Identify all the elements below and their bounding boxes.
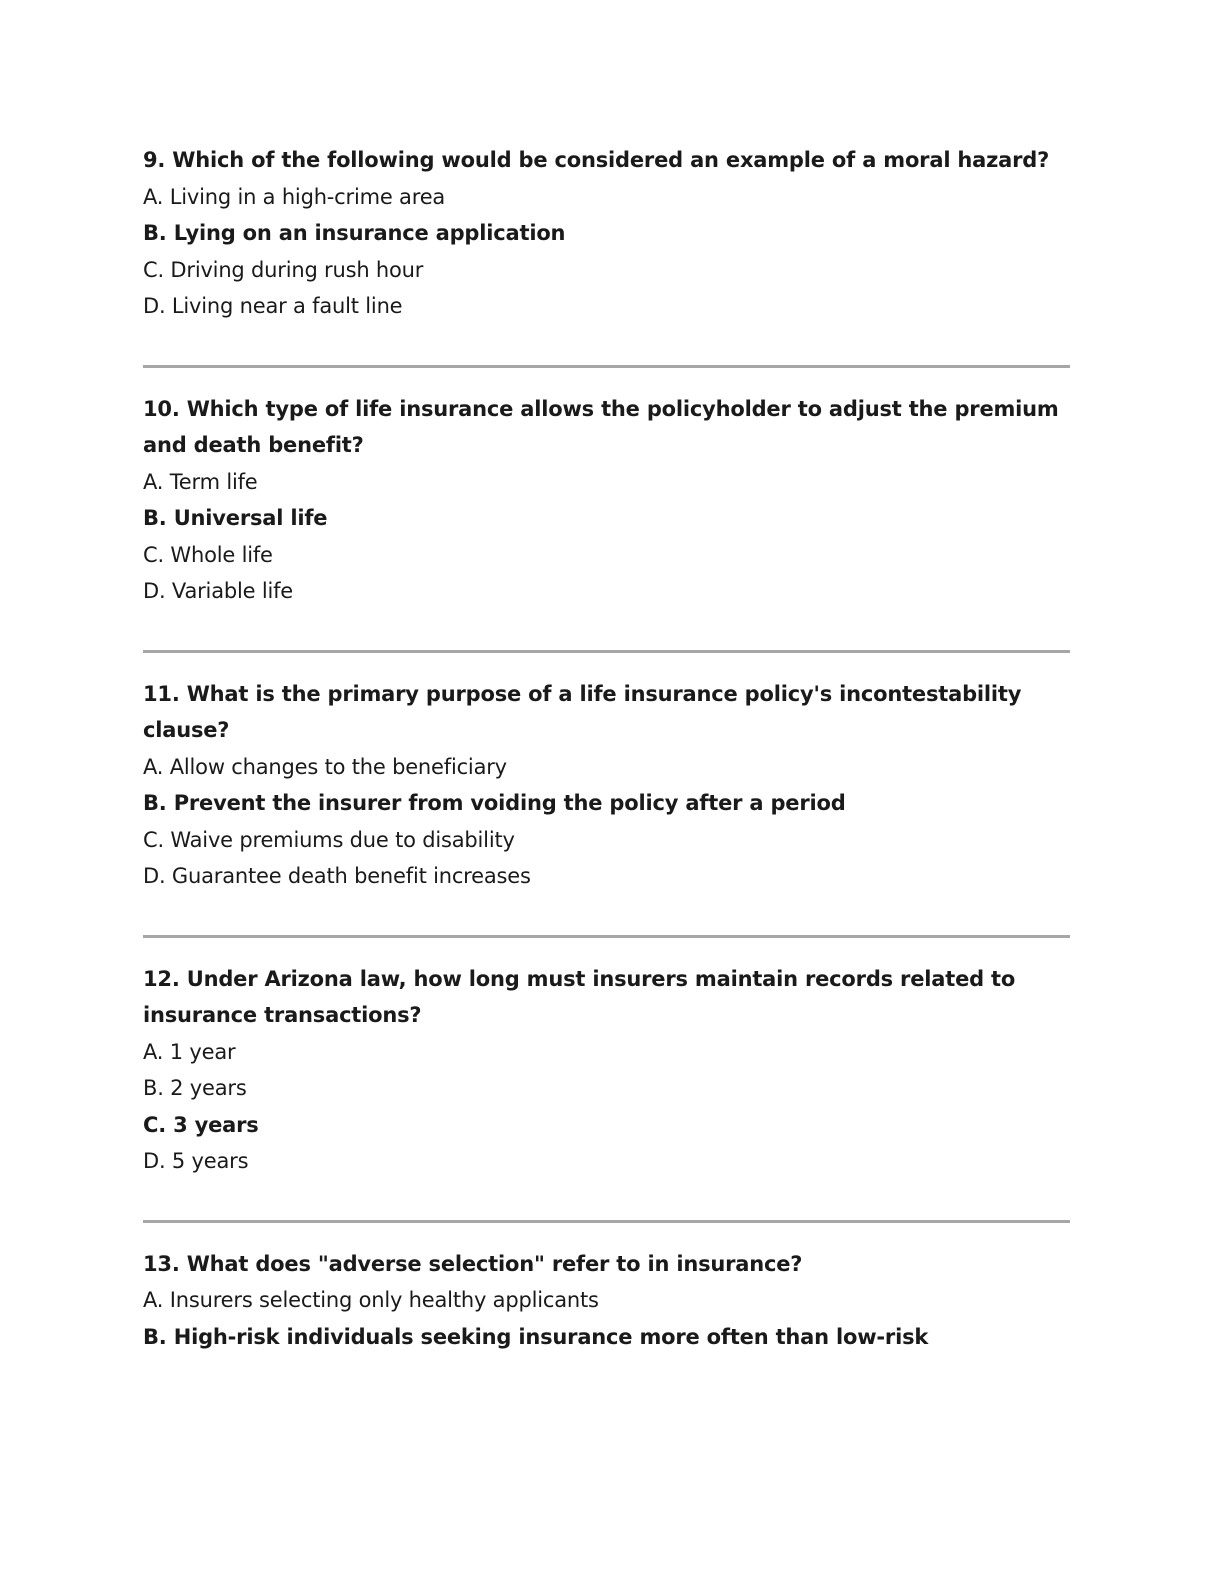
question-10 xyxy=(143,391,1070,610)
answer-option: C. Driving during rush hour xyxy=(143,257,424,282)
divider xyxy=(143,1220,1070,1223)
divider xyxy=(143,935,1070,938)
question-text: 13. What does "adverse selection" refer to in insurance? xyxy=(143,1251,803,1276)
answer-option: A. 1 year xyxy=(143,1039,236,1064)
answer-option-correct: B. Prevent the insurer from voiding the policy after a period xyxy=(143,791,846,815)
divider xyxy=(143,650,1070,653)
answer-option: B. 2 years xyxy=(143,1076,247,1100)
answer-option: D. Guarantee death benefit increases xyxy=(143,864,531,888)
answer-option: C. Whole life xyxy=(143,542,273,567)
answer-option: D. Living near a fault line xyxy=(143,294,403,318)
answer-option: D. Variable life xyxy=(143,579,294,603)
quiz-page xyxy=(143,142,1070,1355)
question-13 xyxy=(143,1246,1070,1356)
question-text: 12. Under Arizona law, how long must insurers maintain records related to insurance transactions? xyxy=(143,966,1016,1027)
question-text: 9. Which of the following would be considered an example of a moral hazard? xyxy=(143,148,1050,172)
question-text: 10. Which type of life insurance allows the policyholder to adjust the premium and death benefit? xyxy=(143,396,1059,457)
answer-option: A. Insurers selecting only healthy applicants xyxy=(143,1288,599,1312)
question-12 xyxy=(143,961,1070,1180)
answer-option-correct: B. Lying on an insurance application xyxy=(143,221,566,245)
answer-option: A. Living in a high-crime area xyxy=(143,184,446,209)
answer-option: A. Term life xyxy=(143,469,258,494)
question-9 xyxy=(143,142,1070,325)
question-11 xyxy=(143,676,1070,895)
answer-option: A. Allow changes to the beneficiary xyxy=(143,754,507,779)
divider xyxy=(143,365,1070,368)
answer-option: D. 5 years xyxy=(143,1149,249,1173)
answer-option-correct: B. Universal life xyxy=(143,506,328,530)
question-text: 11. What is the primary purpose of a life insurance policy's incontestability clause? xyxy=(143,681,1022,742)
answer-option: C. Waive premiums due to disability xyxy=(143,827,515,852)
answer-option-correct: B. High-risk individuals seeking insurance more often than low-risk xyxy=(143,1324,929,1349)
answer-option-correct: C. 3 years xyxy=(143,1112,259,1137)
